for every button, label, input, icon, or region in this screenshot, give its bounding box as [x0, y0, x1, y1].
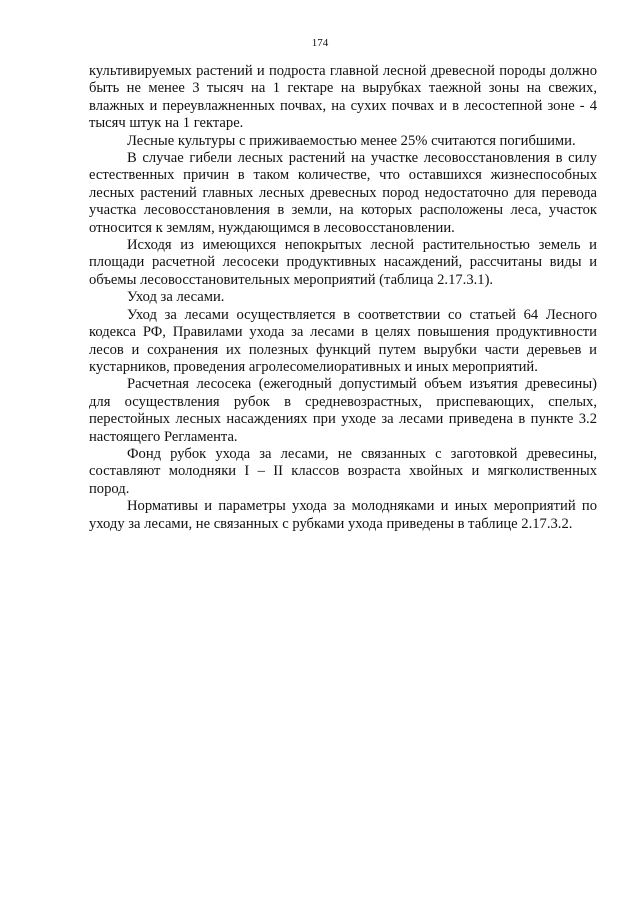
paragraph-survival-rate: Лесные культуры с приживаемостью менее 25% считаются погибшими.	[127, 132, 576, 149]
section-heading-forest-care: Уход за лесами.	[127, 289, 225, 306]
paragraph-reforestation-volumes: Исходя из имеющихся непокрытых лесной растительностью земель и площади расчетной лесосеки продуктивных насаждений, рассчитаны виды и объемы лесовосстановительных мероприятий (таблица 2.17.3.1).	[89, 237, 597, 288]
paragraph-forest-care-basis: Уход за лесами осуществляется в соответствии со статьей 64 Лесного кодекса РФ, Правилами ухода за лесами в целях повышения продуктивности лесов и сохранения их полезных функций путем вырубки части деревьев и кустарников, проведения агролесомелиоративных и иных мероприятий.	[89, 306, 597, 375]
paragraph-allowable-cut: Расчетная лесосека (ежегодный допустимый объем изъятия древесины) для осуществления рубок в средневозрастных, приспевающих, спелых, перестойных лесных насаждениях при уходе за лесами приведена в пункте 3.2 настоящего Регламента.	[89, 376, 597, 445]
paragraph-plant-death: В случае гибели лесных растений на участке лесовосстановления в силу естественных причин в таком количестве, что оставшихся жизнеспособных лесных растений главных лесных древесных пород недостаточно для перевода участка лесовосстановления в земли, на которых расположены леса, участок относится к землям, нуждающимся в лесовосстановлении.	[89, 150, 597, 236]
paragraph-thinning-fund: Фонд рубок ухода за лесами, не связанных с заготовкой древесины, составляют молодняки I – II классов возраста хвойных и мягколиственных пород.	[89, 445, 597, 497]
paragraph-continuation: культивируемых растений и подроста главной лесной древесной породы должно быть не менее 3 тысяч на 1 гектаре на вырубках таежной зоны на свежих, влажных и переувлажненных почвах, на сухих почвах и в лесостепной зоне - 4 тысяч штук на 1 гектаре.	[89, 63, 597, 132]
body-text	[89, 63, 597, 533]
page-number: 174	[311, 37, 329, 49]
paragraph-care-standards: Нормативы и параметры ухода за молодняками и иных мероприятий по уходу за лесами, не связанных с рубками ухода приведены в таблице 2.17.3.2.	[89, 498, 597, 532]
